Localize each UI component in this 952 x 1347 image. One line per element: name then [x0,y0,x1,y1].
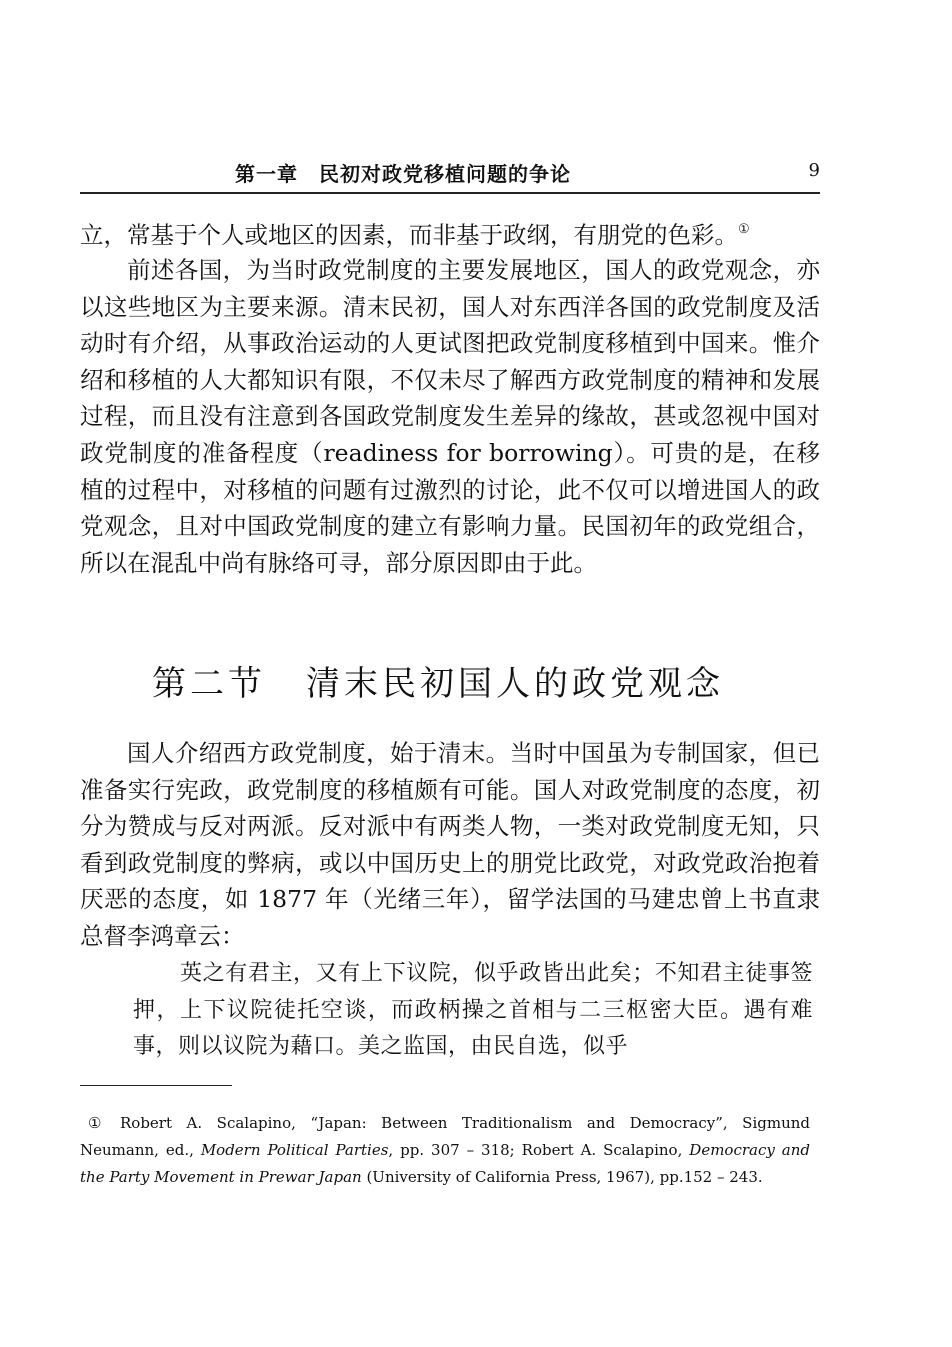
chapter-title: 第一章 民初对政党移植问题的争论 [235,162,571,186]
paragraph-continued [80,212,820,254]
footnote-book-title: Democracy and the Party Movement in Prewar Japan [80,1141,810,1186]
footnote-divider [80,1085,232,1086]
section-heading [152,656,724,705]
footnote-reference[interactable]: ① [738,222,750,237]
paragraph-intro: 前述各国，为当时政党制度的主要发展地区，国人的政党观念，亦以这些地区为主要来源。清末民初，国人对东西洋各国的政党制度及活动时有介绍，从事政治运动的人更试图把政党制度移植到中国来。惟介绍和移植的人大都知识有限，不仅未尽了解西方政党制度的精神和发展过程，而且没有注意到各国政党制度发生差异的缘故，甚或忽视中国对政党制度的准备程度（readiness for borrowing）。可贵的是，在移植的过程中，对移植的问题有过激烈的讨论，此不仅可以增进国人的政党观念，且对中国政党制度的建立有影响力量。民国初年的政党组合，所以在混乱中尚有脉络可寻，部分原因即由于此。 [80,256,820,577]
footnote [80,1110,810,1191]
paragraph-text: 立，常基于个人或地区的因素，而非基于政纲，有朋党的色彩。 [80,221,738,249]
footnote-mark: ① [88,1114,102,1132]
footnote-text: , pp. 307 – 318; Robert A. Scalapino, [388,1141,690,1159]
section-title: 清末民初国人的政党观念 [306,664,724,704]
footnote-book-title: Modern Political Parties [200,1141,389,1159]
paragraph-section-body: 国人介绍西方政党制度，始于清末。当时中国虽为专制国家，但已准备实行宪政，政党制度的移植颇有可能。国人对政党制度的态度，初分为赞成与反对两派。反对派中有两类人物，一类对政党制度无知，只看到政党制度的弊病，或以中国历史上的朋党比政党，对政党政治抱着厌恶的态度，如 1877 年（光绪三年），留学法国的马建忠曾上书直隶总督李鸿章云： [80,739,820,950]
footnote-text: (University of California Press, 1967), pp.152 – 243. [361,1168,763,1186]
section-number: 第二节 [152,664,266,704]
page-number: 9 [808,160,820,181]
running-header [80,152,820,194]
footnote-text: Robert A. Scalapino, “Japan: Between Traditionalism and Democracy”, Sigmund Neumann, ed., [80,1114,810,1159]
block-quote: 英之有君主，又有上下议院，似乎政皆出此矣；不知君主徒事签押，上下议院徒托空谈，而政柄操之首相与二三枢密大臣。遇有难事，则以议院为藉口。美之监国，由民自选，似乎 [133,961,813,1060]
